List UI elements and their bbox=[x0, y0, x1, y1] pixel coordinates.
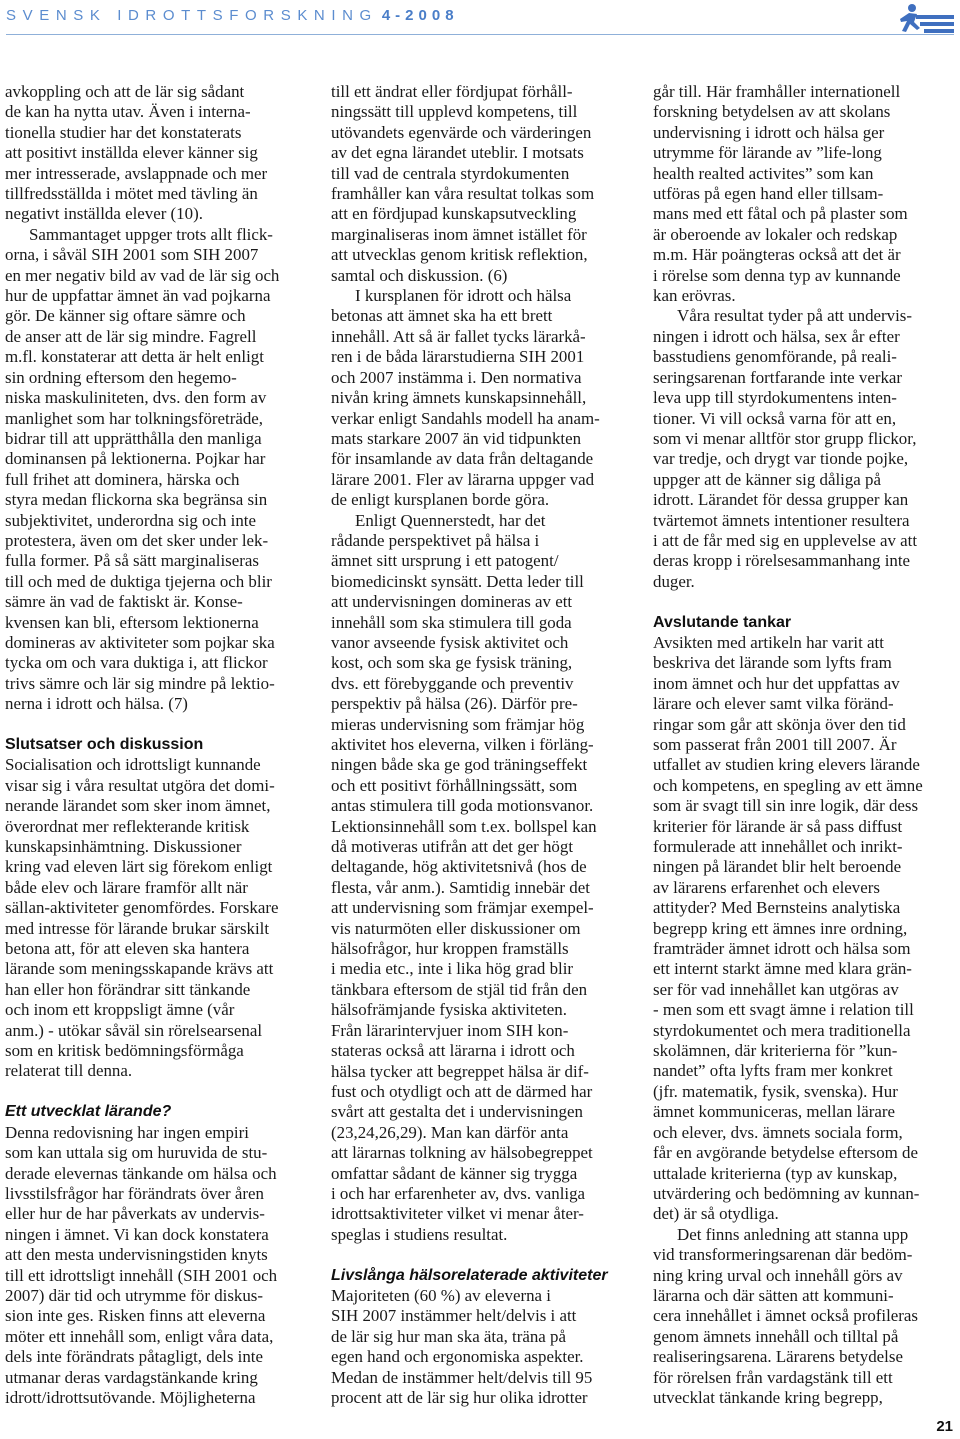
body-paragraph: I kursplanen för idrott och hälsa betonas att ämnet ska ha ett brett innehåll. Att så är fallet tycks lärarkå- ren i de båda lärarstudierna SIH 2001 och 2007 instämma i. Den normativa nivån kring ämnets kunskapsinnehåll, verkar enligt Sandahls modell ha anam- mats starkare 2007 än vid tidpunkten för insamlande av data från deltagande lärare 2001. Fler av lärarna uppger vad de enligt kursplanen borde göra. bbox=[331, 286, 600, 510]
body-paragraph: Våra resultat tyder på att undervis- ningen i idrott och hälsa, sex år efter basstudiens genomförande, på reali- seringsarenan fortfarande inte verkar leva upp till styrdokumentens inten- tioner. Vi vill också varna för att en, som vi menar alltför stor grupp flickor, var tredje, och drygt var tionde pojke, uppger att de känner sig dåliga på idrott. Lärandet för dessa grupper kan tvärtemot ämnets intentioner resultera i att de får med sig en upplevelse av att deras kropp i rörelsesammanhang inte duger. bbox=[653, 306, 918, 591]
section-heading: Livslånga hälsorelaterade aktiviteter bbox=[331, 1266, 608, 1284]
body-paragraph: Majoriteten (60 %) av eleverna i SIH 2007 instämmer helt/delvis i att de lär sig hur man ska äta, träna på egen hand och ergonomiska aspekter. Medan de instämmer helt/delvis till 95 procent att de lär sig hur olika idrotter bbox=[331, 1285, 593, 1407]
body-paragraph: avkoppling och att de lär sig sådant de kan ha nytta utav. Även i interna- tionella studier har det konstaterats att positivt inställda elever känner sig mer intresserade, avslappnade och mer tillfredsställda i mötet med tävling än negativt inställda elever (10). bbox=[5, 82, 268, 224]
body-paragraph: Det finns anledning att stanna upp vid transformeringsarenan där bedöm- ning kring urval och innehåll görs av lärarna och där sätten att kommuni- cera innehållet i ämnet också profileras genom ämnets innehåll och tilltal på realiseringsarena. Lärarens betydelse för rörelsen från vardagstänk till ett utvecklat tänkande kring begrepp, bbox=[653, 1224, 918, 1407]
issue-number: 4-2008 bbox=[381, 7, 459, 24]
header-rule bbox=[6, 34, 954, 35]
body-paragraph: Denna redovisning har ingen empiri som kan uttala sig om huruvida de stu- derade elevernas tänkande om hälsa och livsstilsfrågor har förändrats över åren eller hur de har påverkats av undervis- ningen i ämnet. Vi kan dock konstatera att den mesta undervisningstiden knyts till ett idrottsligt innehåll (SIH 2001 och 2007) där tid och utrymme för diskus- sion inte ges. Risken finns att eleverna möter ett innehåll som, enligt våra data, dels inte förändrats påtagligt, dels inte utmanar deras vardagstänkande kring idrott/idrottsutövande. Möjligheterna bbox=[5, 1122, 278, 1407]
column-middle bbox=[331, 82, 631, 1408]
journal-name: SVENSK IDROTTSFORSKNING bbox=[6, 7, 378, 24]
section-heading: Avslutande tankar bbox=[653, 613, 792, 631]
body-paragraph: Socialisation och idrottsligt kunnande visar sig i våra resultat utgöra det domi- nerande lärandet som sker inom ämnet, överordnat mer reflekterande kritisk kunskapsinhämtning. Diskussioner kring vad eleven lärt sig förekom enligt både elev och lärare framför allt när sällan-aktiviteter genomfördes. Forskare med intresse för lärande brukar särskilt betona att, för att eleven ska hantera lärande som meningsskapande krävs att han eller hon förändrar sitt tänkande och inom ett kroppsligt ämne (vår anm.) - utökar såväl sin rörelsearsenal som en kritisk bedömningsförmåga relaterat till denna. bbox=[5, 755, 279, 1081]
section-heading: Slutsatser och diskussion bbox=[5, 735, 204, 753]
section-spacer bbox=[653, 592, 958, 612]
body-paragraph: Sammantaget uppger trots allt flick- orna, i såväl SIH 2001 som SIH 2007 en mer negativ bild av vad de lär sig och hur de uppfattar ämnet än vad pojkarna gör. De känner sig oftare sämre och de anser att de lär sig mindre. Fagrell m.fl. konstaterar att detta är helt enligt sin ordning eftersom den hegemo- niska maskuliniteten, dvs. den form av manlighet som har tolkningsföreträde, bidrar till att upprätthålla den manliga dominansen på lektionerna. Pojkar har full frihet att dominera, härska och styra medan flickorna ska begränsa sin subjektivitet, underordna sig och inte protestera, även om det sker under lek- fulla former. På så sätt marginaliseras till och med de duktiga tjejerna och blir sämre än vad de faktiskt är. Konse- kvensen kan bli, eftersom lektionerna domineras av aktiviteter som pojkar ska tycka om och vara duktiga i, att flickor trivs sämre och lär sig mindre på lektio- nerna i idrott och hälsa. (7) bbox=[5, 224, 280, 714]
page-number: 21 bbox=[936, 1418, 953, 1435]
section-spacer bbox=[5, 1082, 305, 1102]
column-left bbox=[5, 82, 305, 1408]
section-heading: Ett utvecklat lärande? bbox=[5, 1103, 172, 1121]
body-paragraph: Enligt Quennerstedt, har det rådande perspektivet på hälsa i ämnet sitt ursprung i ett patogent/ biomedicinskt synsätt. Detta leder till att undervisningen domineras av ett innehåll som ska stimulera till goda vanor avseende fysisk aktivitet och kost, och som ska ge fysisk träning, dvs. ett förebyggande och preventiv perspektiv på hälsa (26). Därför pre- mieras undervisning som främjar hög aktivitet hos eleverna, vilken i förläng- ningen både ska ge god träningseffekt och ett positivt förhållningssätt, som antas stimulera till goda motionsvanor. Lektionsinnehåll som t.ex. bollspel kan då motiveras utifrån att det ger högt deltagande, hög aktivitetsnivå (hos de flesta, vår anm.). Samtidig innebär det att undervisning som främjar exempel- vis naturmöten eller diskussioner om hälsofrågor, hur kroppen framställs i media etc., inte i lika hög grad blir tänkbara eftersom de stjäl tid från den hälsofrämjande fysiska aktiviteten. Från lärarintervjuer inom SIH kon- stateras också att lärarna i idrott och hälsa tycker att begreppet hälsa är dif- fust och otydligt och att de därmed har svårt att gestalta det i undervisningen (23,24,26,29). Man kan därför anta att lärarnas tolkning av hälsobegreppet omfattar sådant de känner sig trygga i och har erfarenheter av, dvs. vanliga idrottsaktiviteter vilket vi menar åter- speglas i studiens resultat. bbox=[331, 510, 597, 1244]
body-paragraph: till ett ändrat eller fördjupat förhåll- ningssätt till upplevd kompetens, till utövandets egenvärde och värderingen av det egna lärandet uteblir. I motsats till vad de centrala styrdokumenten framhåller kan våra resultat tolkas som att en fördjupad kunskapsutveckling marginaliseras inom ämnet istället för att utvecklas genom kritisk reflektion, samtal och diskussion. (6) bbox=[331, 82, 595, 285]
body-paragraph: Avsikten med artikeln har varit att beskriva det lärande som lyfts fram inom ämnet och hur det uppfattas av lärare och elever samt vilka föränd- ringar som går att skönja över den tid som passerat från 2001 till 2007. Är utfallet av studien kring elevers lärande och kompetens, en spegling av ett ämne som är svagt till sin inre logik, där dess kriterier för lärande är så pass diffust formulerade att innehållet och inrikt- ningen på lärandet blir helt beroende av lärarens erfarenhet och elevers attityder? Med Bernsteins analytiska begrepp kring ett ämnes inre ordning, framträder ämnet idrott och hälsa som ett internt starkt ämne med klara grän- ser för vad innehållet kan utgöras av - men som ett svagt ämne i relation till styrdokumentet och mera traditionella skolämnen, där kriterierna för ”kun- nandet” ofta lyfts fram mer konkret (jfr. matematik, fysik, svenska). Hur ämnet kommuniceras, mellan lärare och elever, dvs. ämnets sociala form, får en avgörande betydelse eftersom de uttalade kriterierna (typ av kunskap, utvärdering och bedömning av kunnan- det) är så otydliga. bbox=[653, 632, 923, 1224]
masthead bbox=[6, 4, 954, 34]
running-figure-logo-icon bbox=[890, 2, 954, 38]
section-spacer bbox=[5, 715, 305, 735]
body-paragraph: går till. Här framhåller internationell forskning betydelsen av att skolans undervisning i idrott och hälsa ger utrymme för lärande av ”life-long health realted activites” som kan utföras på egen hand eller tillsam- mans med ett fåtal och på plaster som är oberoende av lokaler och redskap m.m. Här poängteras också att det är i rörelse som denna typ av kunnande kan erövras. bbox=[653, 82, 908, 306]
section-spacer bbox=[331, 1245, 631, 1265]
journal-title bbox=[6, 7, 459, 24]
column-right bbox=[653, 82, 958, 1408]
